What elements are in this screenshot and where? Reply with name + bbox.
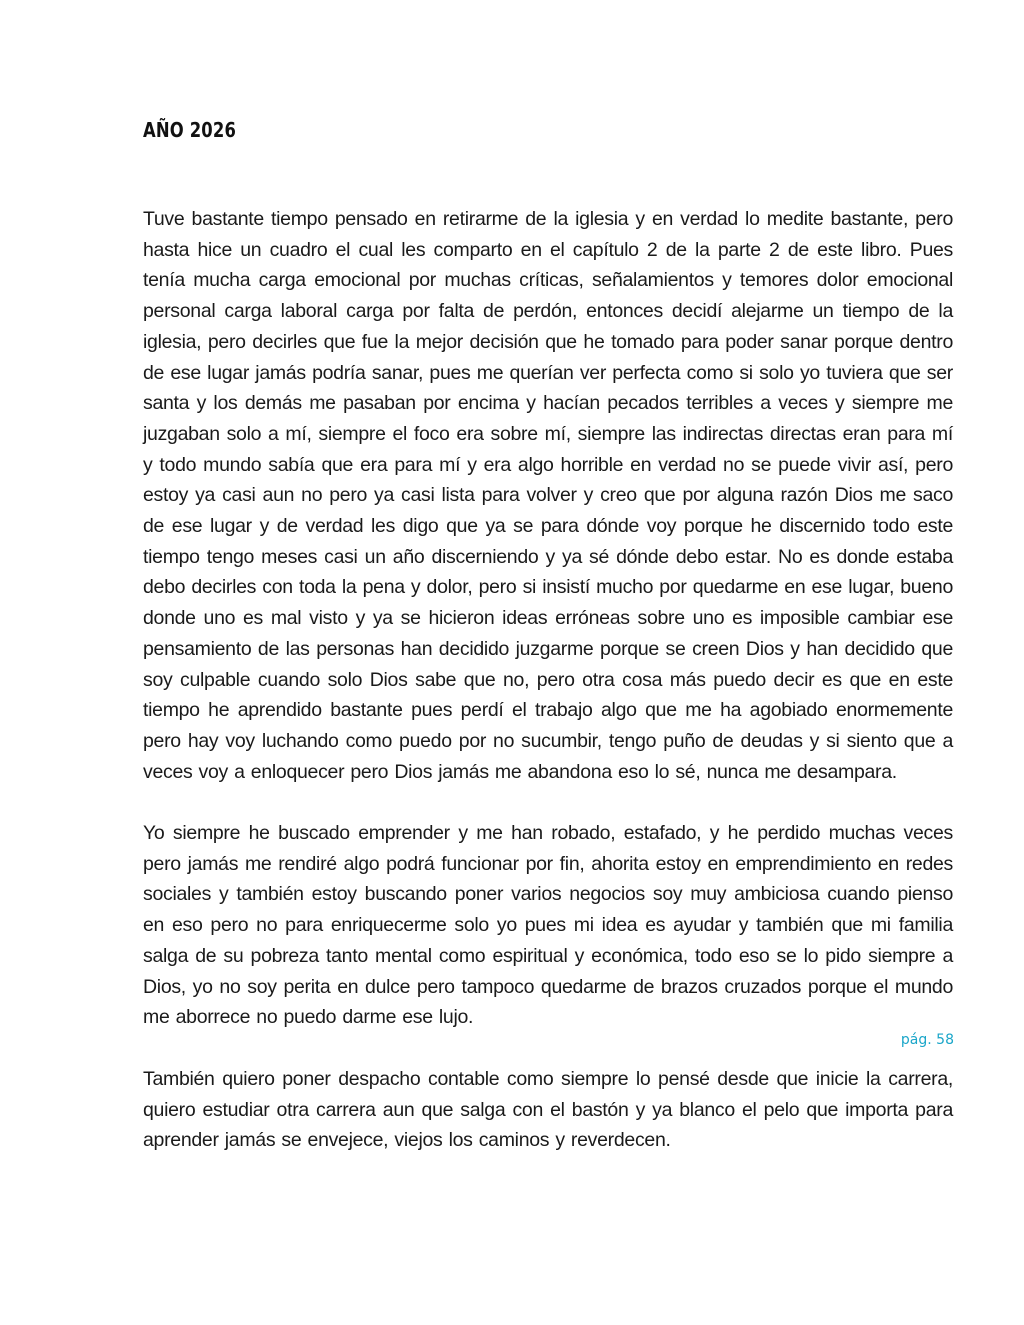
paragraph-1: Tuve bastante tiempo pensado en retirarme de la iglesia y en verdad lo medite bastante, pero hasta hice un cuadro el cual les comparto en el capítulo 2 de la parte 2 de este libro. Pues tenía mucha carga emocional por muchas críticas, señalamientos y temores dolor emocional personal carga laboral carga por falta de perdón, entonces decidí alejarme un tiempo de la iglesia, pero decirles que fue la mejor decisión que he tomado para poder sanar porque dentro de ese lugar jamás podría sanar, pues me querían ver perfecta como si solo yo tuviera que ser santa y los demás me pasaban por encima y hacían pecados terribles a veces y siempre me juzgaban solo a mí, siempre el foco era sobre mí, siempre las indirectas directas eran para mí y todo mundo sabía que era para mí y era algo horrible en verdad no se puede vivir así, pero estoy ya casi aun no pero ya casi lista para volver y creo que por alguna razón Dios me saco de ese lugar y de verdad les digo que ya se para dónde voy porque he discernido todo este tiempo tengo meses casi un año discerniendo y ya sé dónde debo estar. No es donde estaba debo decirles con toda la pena y dolor, pero si insistí mucho por quedarme en ese lugar, bueno donde uno es mal visto y ya se hicieron ideas erróneas sobre uno es imposible cambiar ese pensamiento de las personas han decidido juzgarme porque se creen Dios y han decidido que soy culpable cuando solo Dios sabe que no, pero otra cosa más puedo decir es que en este tiempo he aprendido bastante pues perdí el trabajo algo que me ha agobiado enormemente pero hay voy luchando como puedo por no sucumbir, tengo puño de deudas y si siento que a veces voy a enloquecer pero Dios jamás me abandona eso lo sé, nunca me desampara. [143,208,953,783]
section-heading: AÑO 2026 [143,118,237,142]
page-number: pág. 58 [900,1032,954,1048]
paragraph-2: Yo siempre he buscado emprender y me han robado, estafado, y he perdido muchas veces pero jamás me rendiré algo podrá funcionar por fin, ahorita estoy en emprendimiento en redes sociales y también estoy buscando poner varios negocios soy muy ambiciosa cuando pienso en eso pero no para enriquecerme solo yo pues mi idea es ayudar y también que mi familia salga de su pobreza tanto mental como espiritual y económica, todo eso se lo pido siempre a Dios, yo no soy perita en dulce pero tampoco quedarme de brazos cruzados porque el mundo me aborrece no puedo darme ese lujo. [143,822,953,1029]
paragraph-3: También quiero poner despacho contable como siempre lo pensé desde que inicie la carrera, quiero estudiar otra carrera aun que salga con el bastón y ya blanco el pelo que importa para aprender jamás se envejece, viejos los caminos y reverdecen. [143,1068,953,1152]
